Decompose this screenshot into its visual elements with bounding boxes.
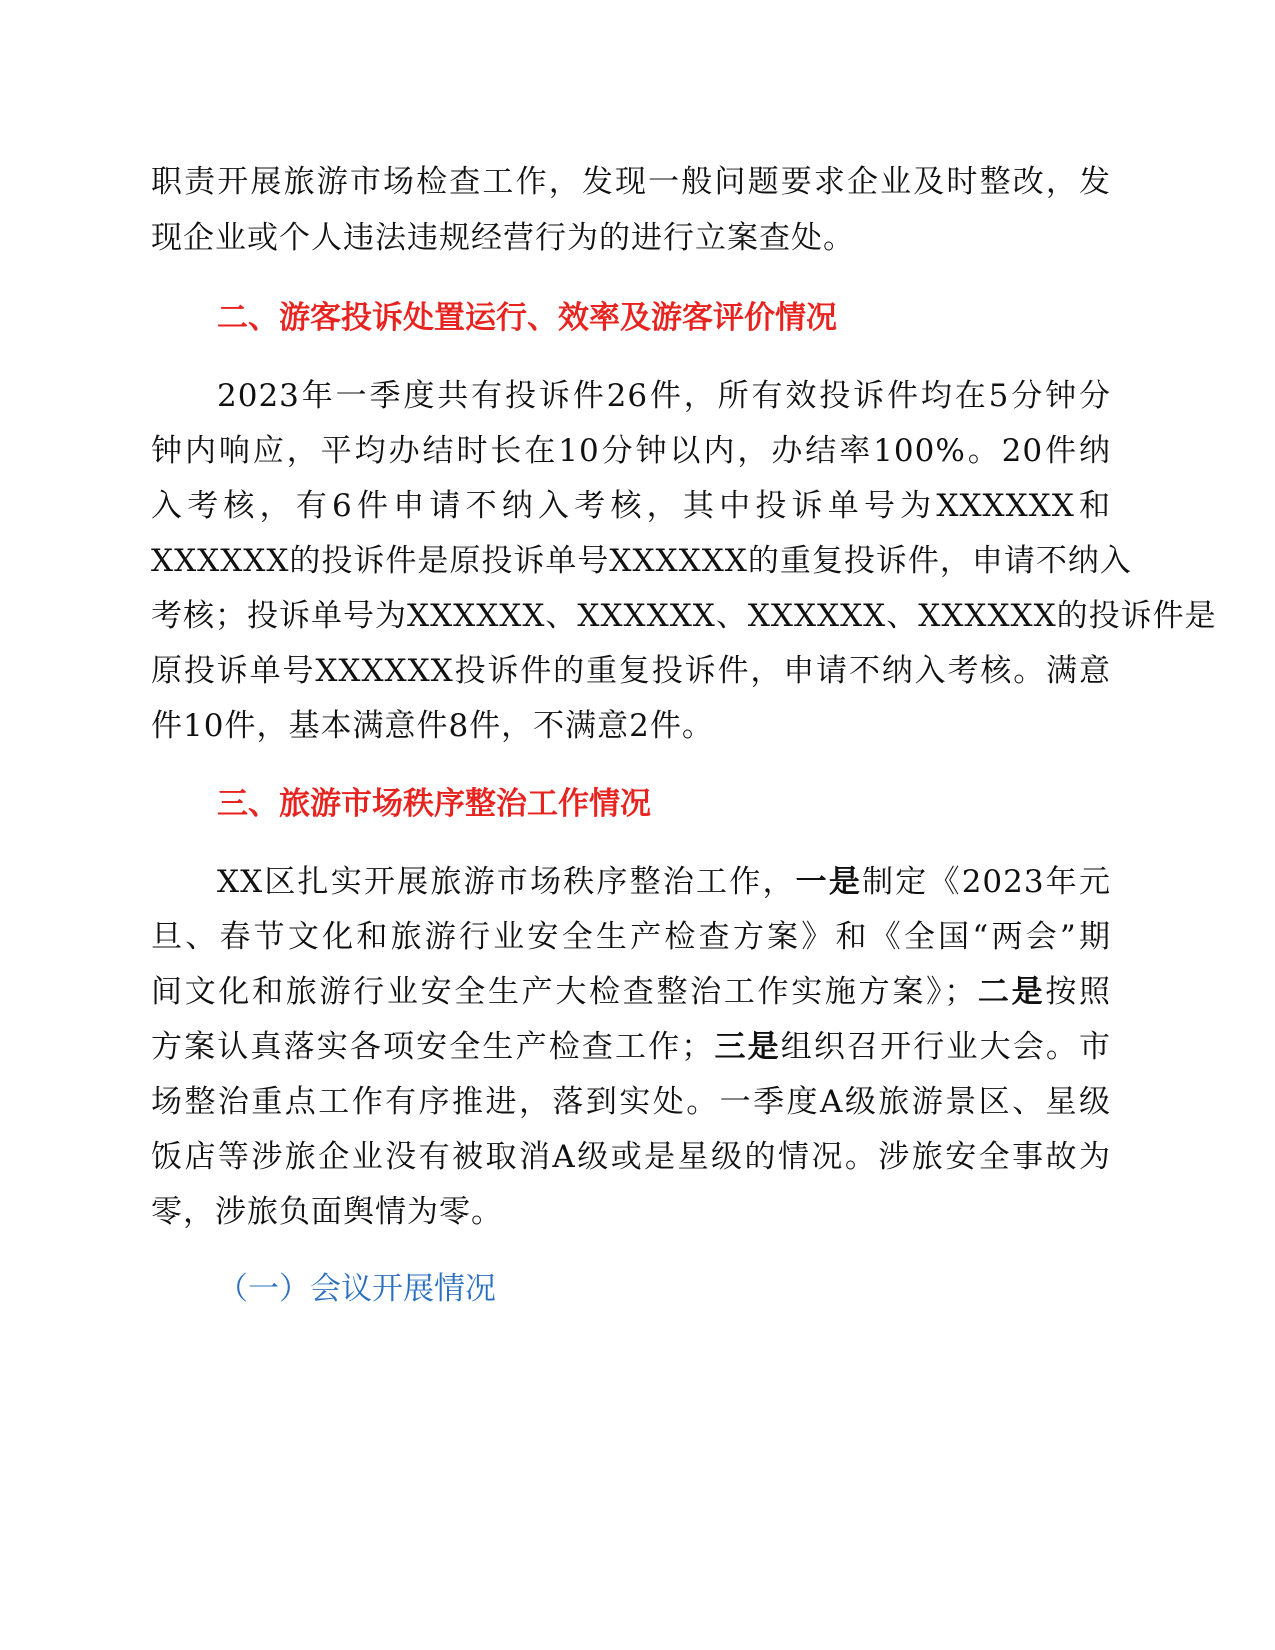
section-2-line-2: 钟内响应，平均办结时长在10分钟以内，办结率100%。20件纳 (151, 433, 1111, 469)
intro-line-2: 现企业或个人违法违规经营行为的进行立案查处。 (151, 220, 855, 256)
section-3-text: XX区扎实开展旅游市场秩序整治工作， (217, 864, 796, 900)
section-3-heading: 三、旅游市场秩序整治工作情况 (217, 786, 651, 822)
section-3-line-6: 饭店等涉旅企业没有被取消A级或是星级的情况。涉旅安全事故为 (151, 1139, 1111, 1175)
section-2-line-1: 2023年一季度共有投诉件26件，所有效投诉件均在5分钟分 (217, 378, 1111, 414)
section-2-heading: 二、游客投诉处置运行、效率及游客评价情况 (217, 300, 837, 336)
section-3-line-1 (217, 862, 1111, 902)
intro-line-1: 职责开展旅游市场检查工作，发现一般问题要求企业及时整改，发 (151, 164, 1111, 200)
section-3-line-4 (151, 1027, 1111, 1067)
emphasis-third: 三是 (713, 1029, 781, 1065)
section-2-line-7: 件10件，基本满意件8件，不满意2件。 (151, 708, 714, 744)
section-3-text: 制定《2023年元 (862, 864, 1112, 900)
emphasis-first: 一是 (795, 864, 863, 900)
section-3-text: 组织召开行业大会。市 (780, 1029, 1112, 1065)
section-3-line-7: 零，涉旅负面舆情为零。 (151, 1194, 503, 1230)
section-2-line-3: 入考核，有6件申请不纳入考核，其中投诉单号为XXXXXX和 (151, 488, 1111, 524)
section-3-line-2: 旦、春节文化和旅游行业安全生产检查方案》和《全国“两会”期 (151, 919, 1111, 955)
emphasis-second: 二是 (976, 974, 1046, 1010)
section-3-line-3 (151, 972, 1111, 1012)
section-3-text: 间文化和旅游行业安全生产大检查整治工作实施方案》； (151, 974, 977, 1010)
section-3-line-5: 场整治重点工作有序推进，落到实处。一季度A级旅游景区、星级 (151, 1084, 1111, 1120)
subsection-1-heading: （一）会议开展情况 (217, 1271, 496, 1307)
section-2-line-4: XXXXXX的投诉件是原投诉单号XXXXXX的重复投诉件，申请不纳入 (151, 543, 1132, 579)
section-2-line-5: 考核；投诉单号为XXXXXX、XXXXXX、XXXXXX、XXXXXX的投诉件是 (151, 598, 1217, 634)
section-3-text: 方案认真落实各项安全生产检查工作； (151, 1029, 714, 1065)
section-3-text: 按照 (1045, 974, 1112, 1010)
section-2-line-6: 原投诉单号XXXXXX投诉件的重复投诉件，申请不纳入考核。满意 (151, 653, 1111, 689)
